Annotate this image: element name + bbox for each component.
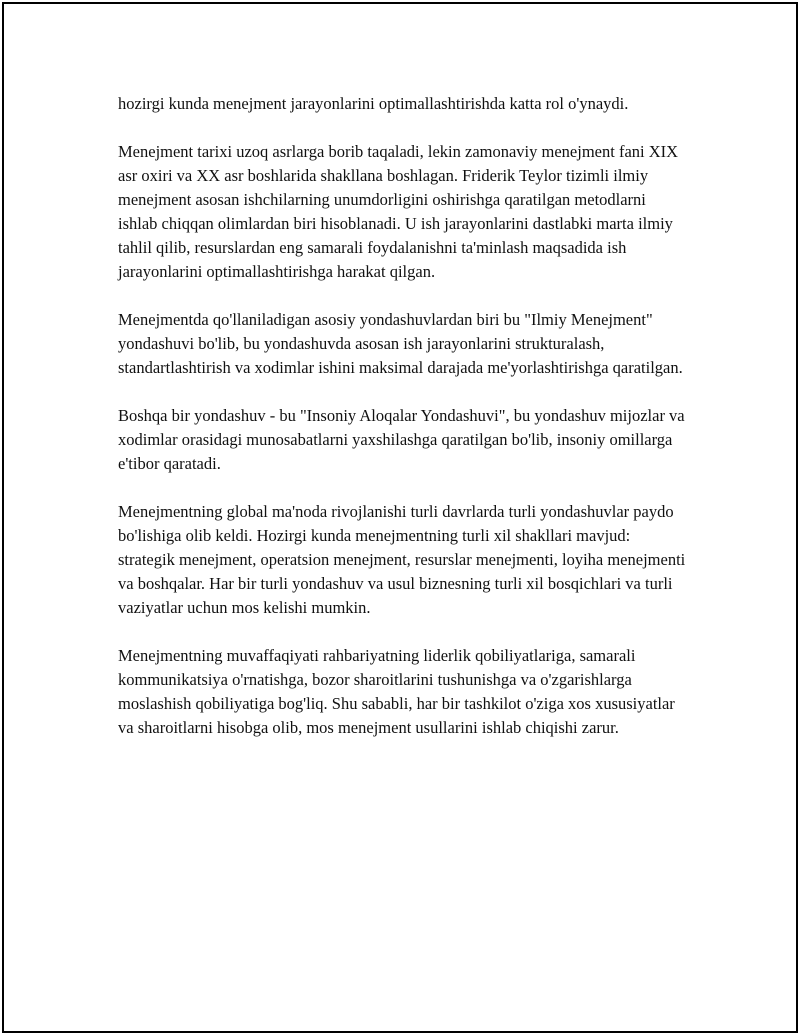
- paragraph-1: hozirgi kunda menejment jarayonlarini optimallashtirishda katta rol o'ynaydi.: [118, 94, 629, 113]
- paragraph-4: Boshqa bir yondashuv - bu "Insoniy Aloqalar Yondashuvi", bu yondashuv mijozlar va xodimlar orasidagi munosabatlarni yaxshilashga qaratilgan bo'lib, insoniy omillarga e'tibor qaratadi.: [118, 406, 685, 473]
- paragraph-2: Menejment tarixi uzoq asrlarga borib taqaladi, lekin zamonaviy menejment fani XIX asr oxiri va XX asr boshlarida shakllana boshlagan. Friderik Teylor tizimli ilmiy menejment asosan ishchilarning unumdorligini oshirishga qaratilgan metodlarni ishlab chiqqan olimlardan biri hisoblanadi. U ish jarayonlarini dastlabki marta ilmiy tahlil qilib, resurslardan eng samarali foydalanishni ta'minlash maqsadida ish jarayonlarini optimallashtirishga harakat qilgan.: [118, 142, 679, 281]
- paragraph-5: Menejmentning global ma'noda rivojlanishi turli davrlarda turli yondashuvlar paydo bo'lishiga olib keldi. Hozirgi kunda menejmentning turli xil shakllari mavjud: strategik menejment, operatsion menejment, resurslar menejmenti, loyiha menejmenti va boshqalar. Har bir turli yondashuv va usul biznesning turli xil bosqichlari va turli vaziyatlar uchun mos kelishi mumkin.: [118, 502, 686, 617]
- document-body: [118, 92, 688, 764]
- paragraph-6: Menejmentning muvaffaqiyati rahbariyatning liderlik qobiliyatlariga, samarali kommunikatsiya o'rnatishga, bozor sharoitlarini tushunishga va o'zgarishlarga moslashish qobiliyatiga bog'liq. Shu sababli, har bir tashkilot o'ziga xos xususiyatlar va sharoitlarni hisobga olib, mos menejment usullarini ishlab chiqishi zarur.: [118, 646, 675, 737]
- paragraph-3: Menejmentda qo'llaniladigan asosiy yondashuvlardan biri bu "Ilmiy Menejment" yondashuvi bo'lib, bu yondashuvda asosan ish jarayonlarini strukturalash, standartlashtirish va xodimlar ishini maksimal darajada me'yorlashtirishga qaratilgan.: [118, 310, 683, 377]
